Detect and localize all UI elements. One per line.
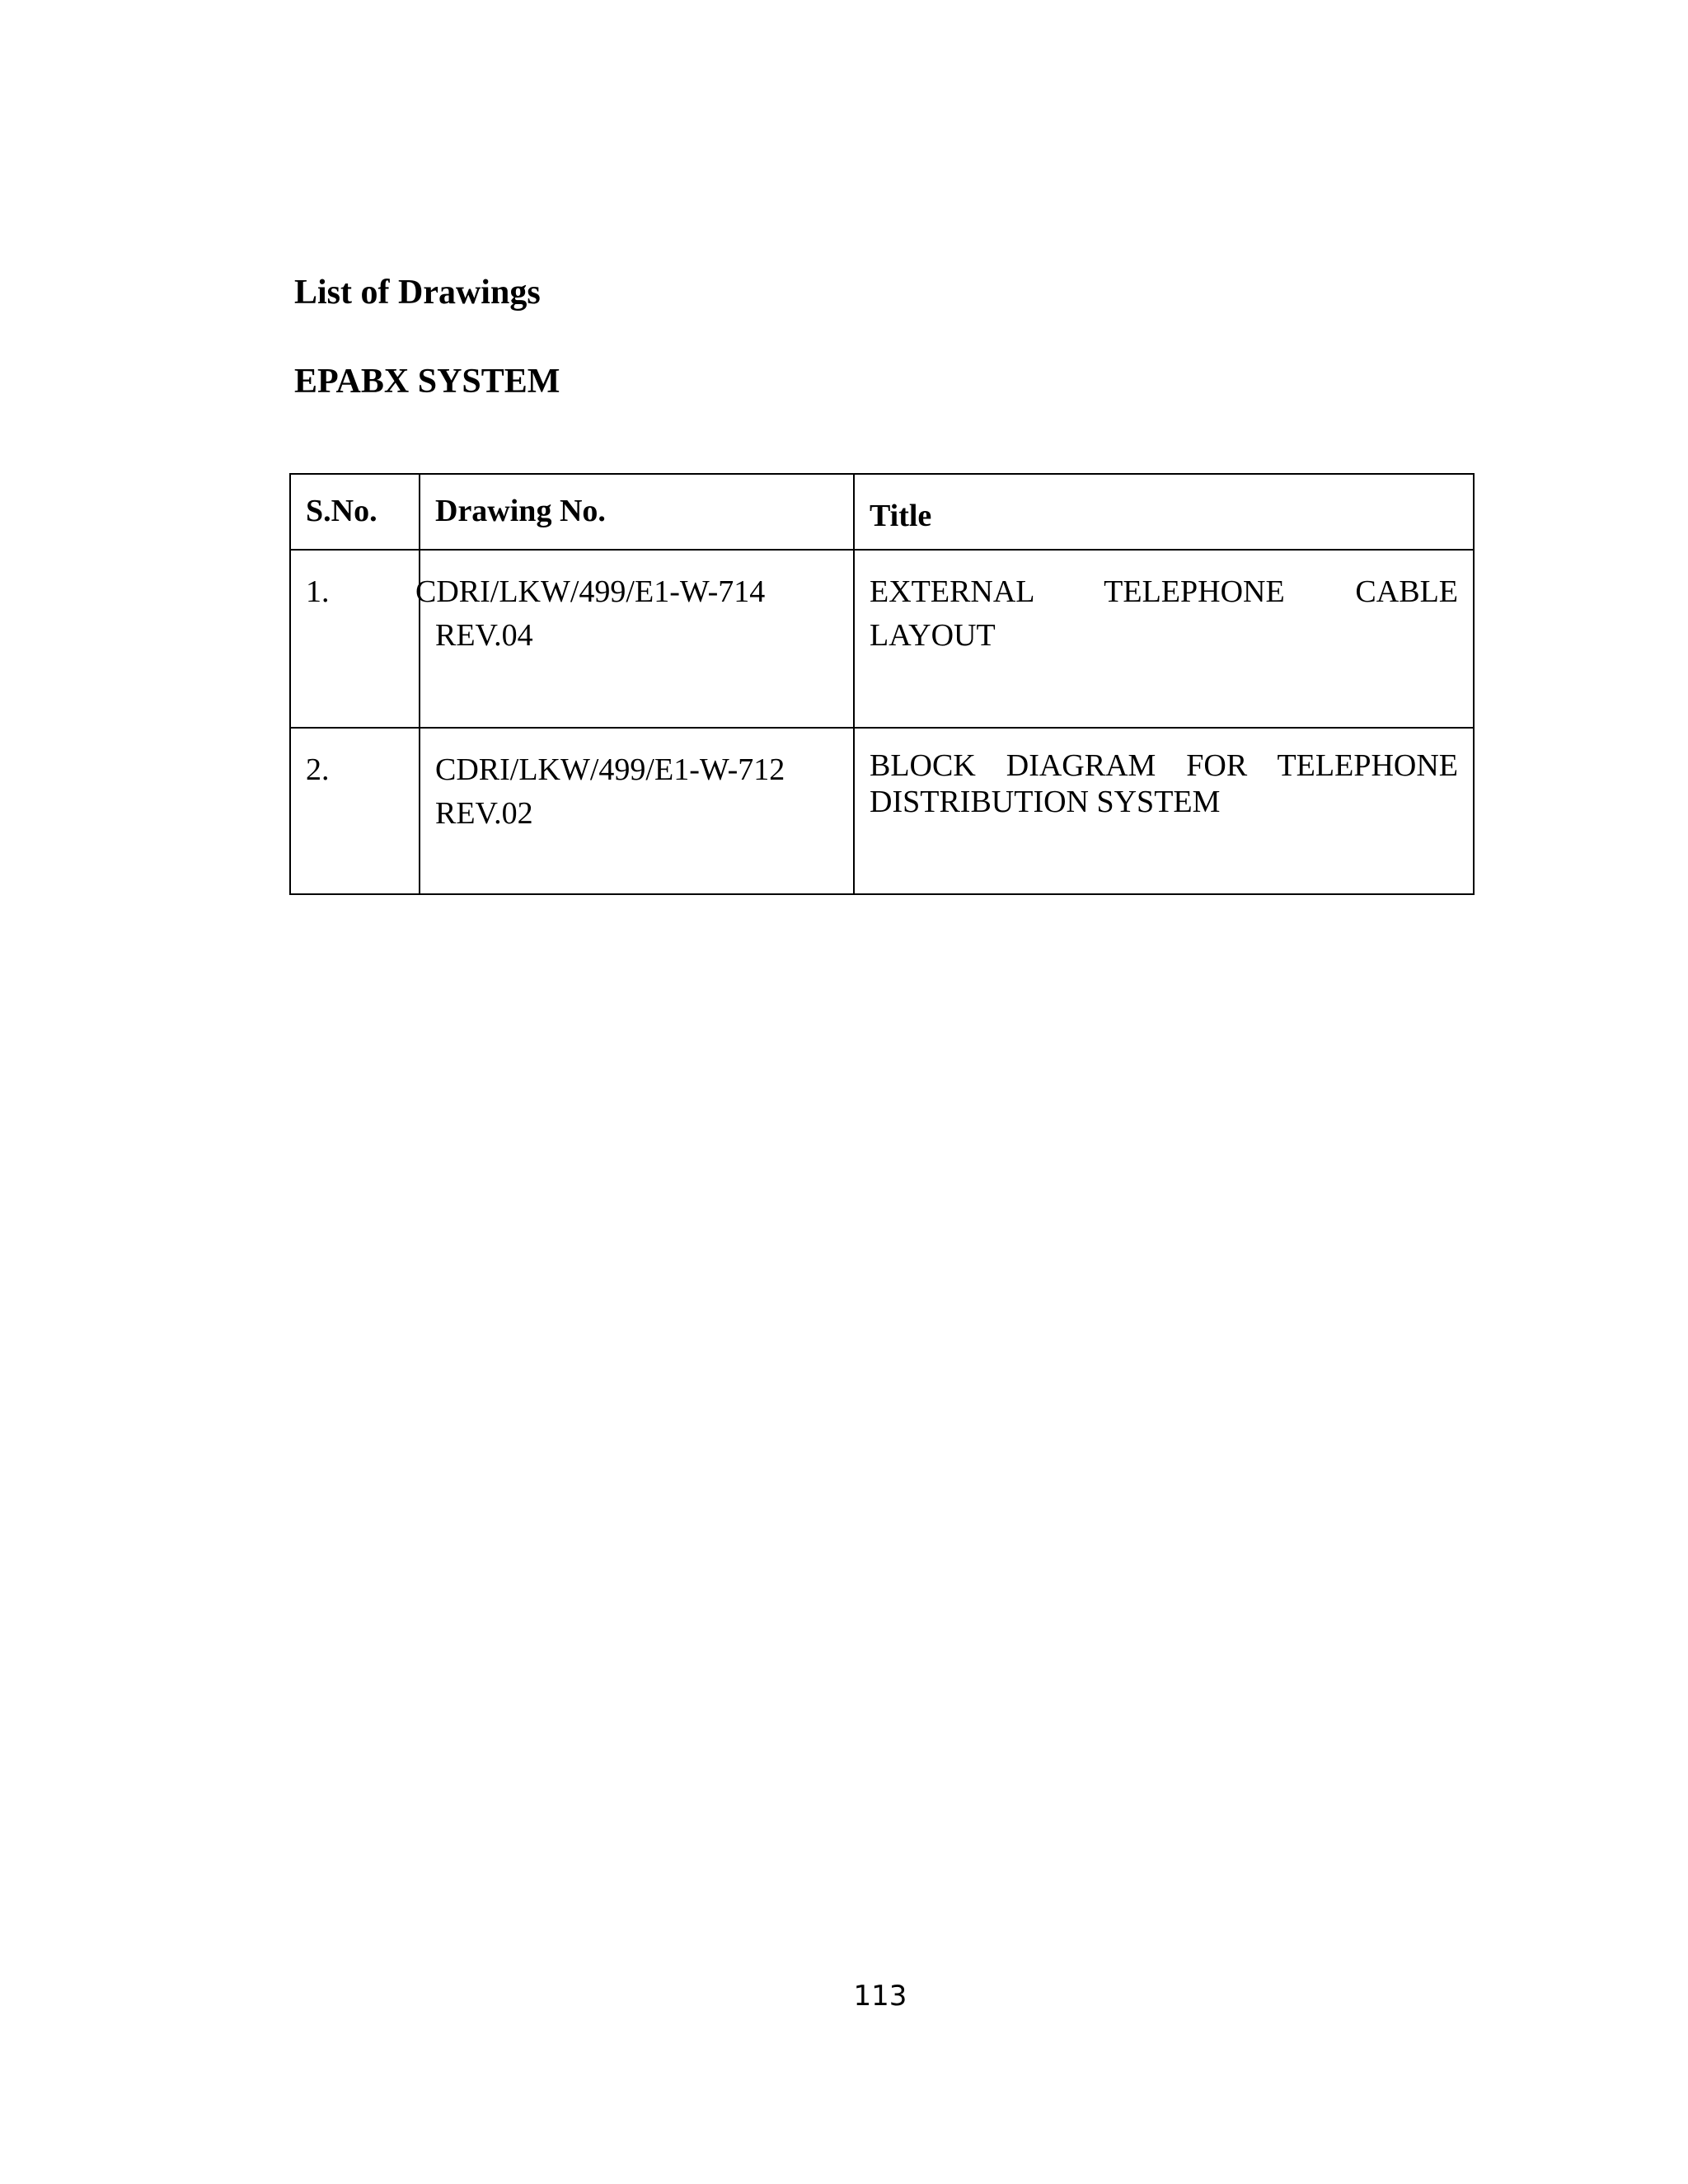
title-cell xyxy=(854,550,1474,728)
drawing-revision: REV.02 xyxy=(435,796,533,832)
drawing-revision: REV.04 xyxy=(435,618,533,654)
table-header-row xyxy=(290,474,1474,550)
drawing-number: CDRI/LKW/499/E1-W-712 xyxy=(435,752,785,787)
page-title: List of Drawings xyxy=(294,274,541,312)
column-header-sno: S.No. xyxy=(290,474,420,550)
drawing-no-cell xyxy=(415,550,854,728)
sno-value: 1. xyxy=(306,574,330,609)
drawing-title-line: BLOCK DIAGRAM FOR TELEPHONE xyxy=(870,748,1458,783)
column-header-drawing-no: Drawing No. xyxy=(420,474,854,550)
drawings-table xyxy=(289,473,1475,895)
drawing-title-line: DISTRIBUTION SYSTEM xyxy=(870,784,1221,819)
sno-value: 2. xyxy=(306,752,330,787)
page-number: 113 xyxy=(853,1980,907,2013)
section-title: EPABX SYSTEM xyxy=(294,363,560,401)
table-row xyxy=(290,550,1474,728)
drawing-number: CDRI/LKW/499/E1-W-714 xyxy=(415,574,766,609)
table-row xyxy=(290,728,1474,894)
drawing-no-cell xyxy=(420,728,854,894)
title-cell xyxy=(854,728,1474,894)
sno-cell xyxy=(290,550,420,728)
drawing-title-line: LAYOUT xyxy=(870,618,996,654)
drawing-title-line: EXTERNAL TELEPHONE CABLE xyxy=(870,574,1458,609)
sno-cell xyxy=(290,728,420,894)
column-header-title: Title xyxy=(854,474,1474,550)
